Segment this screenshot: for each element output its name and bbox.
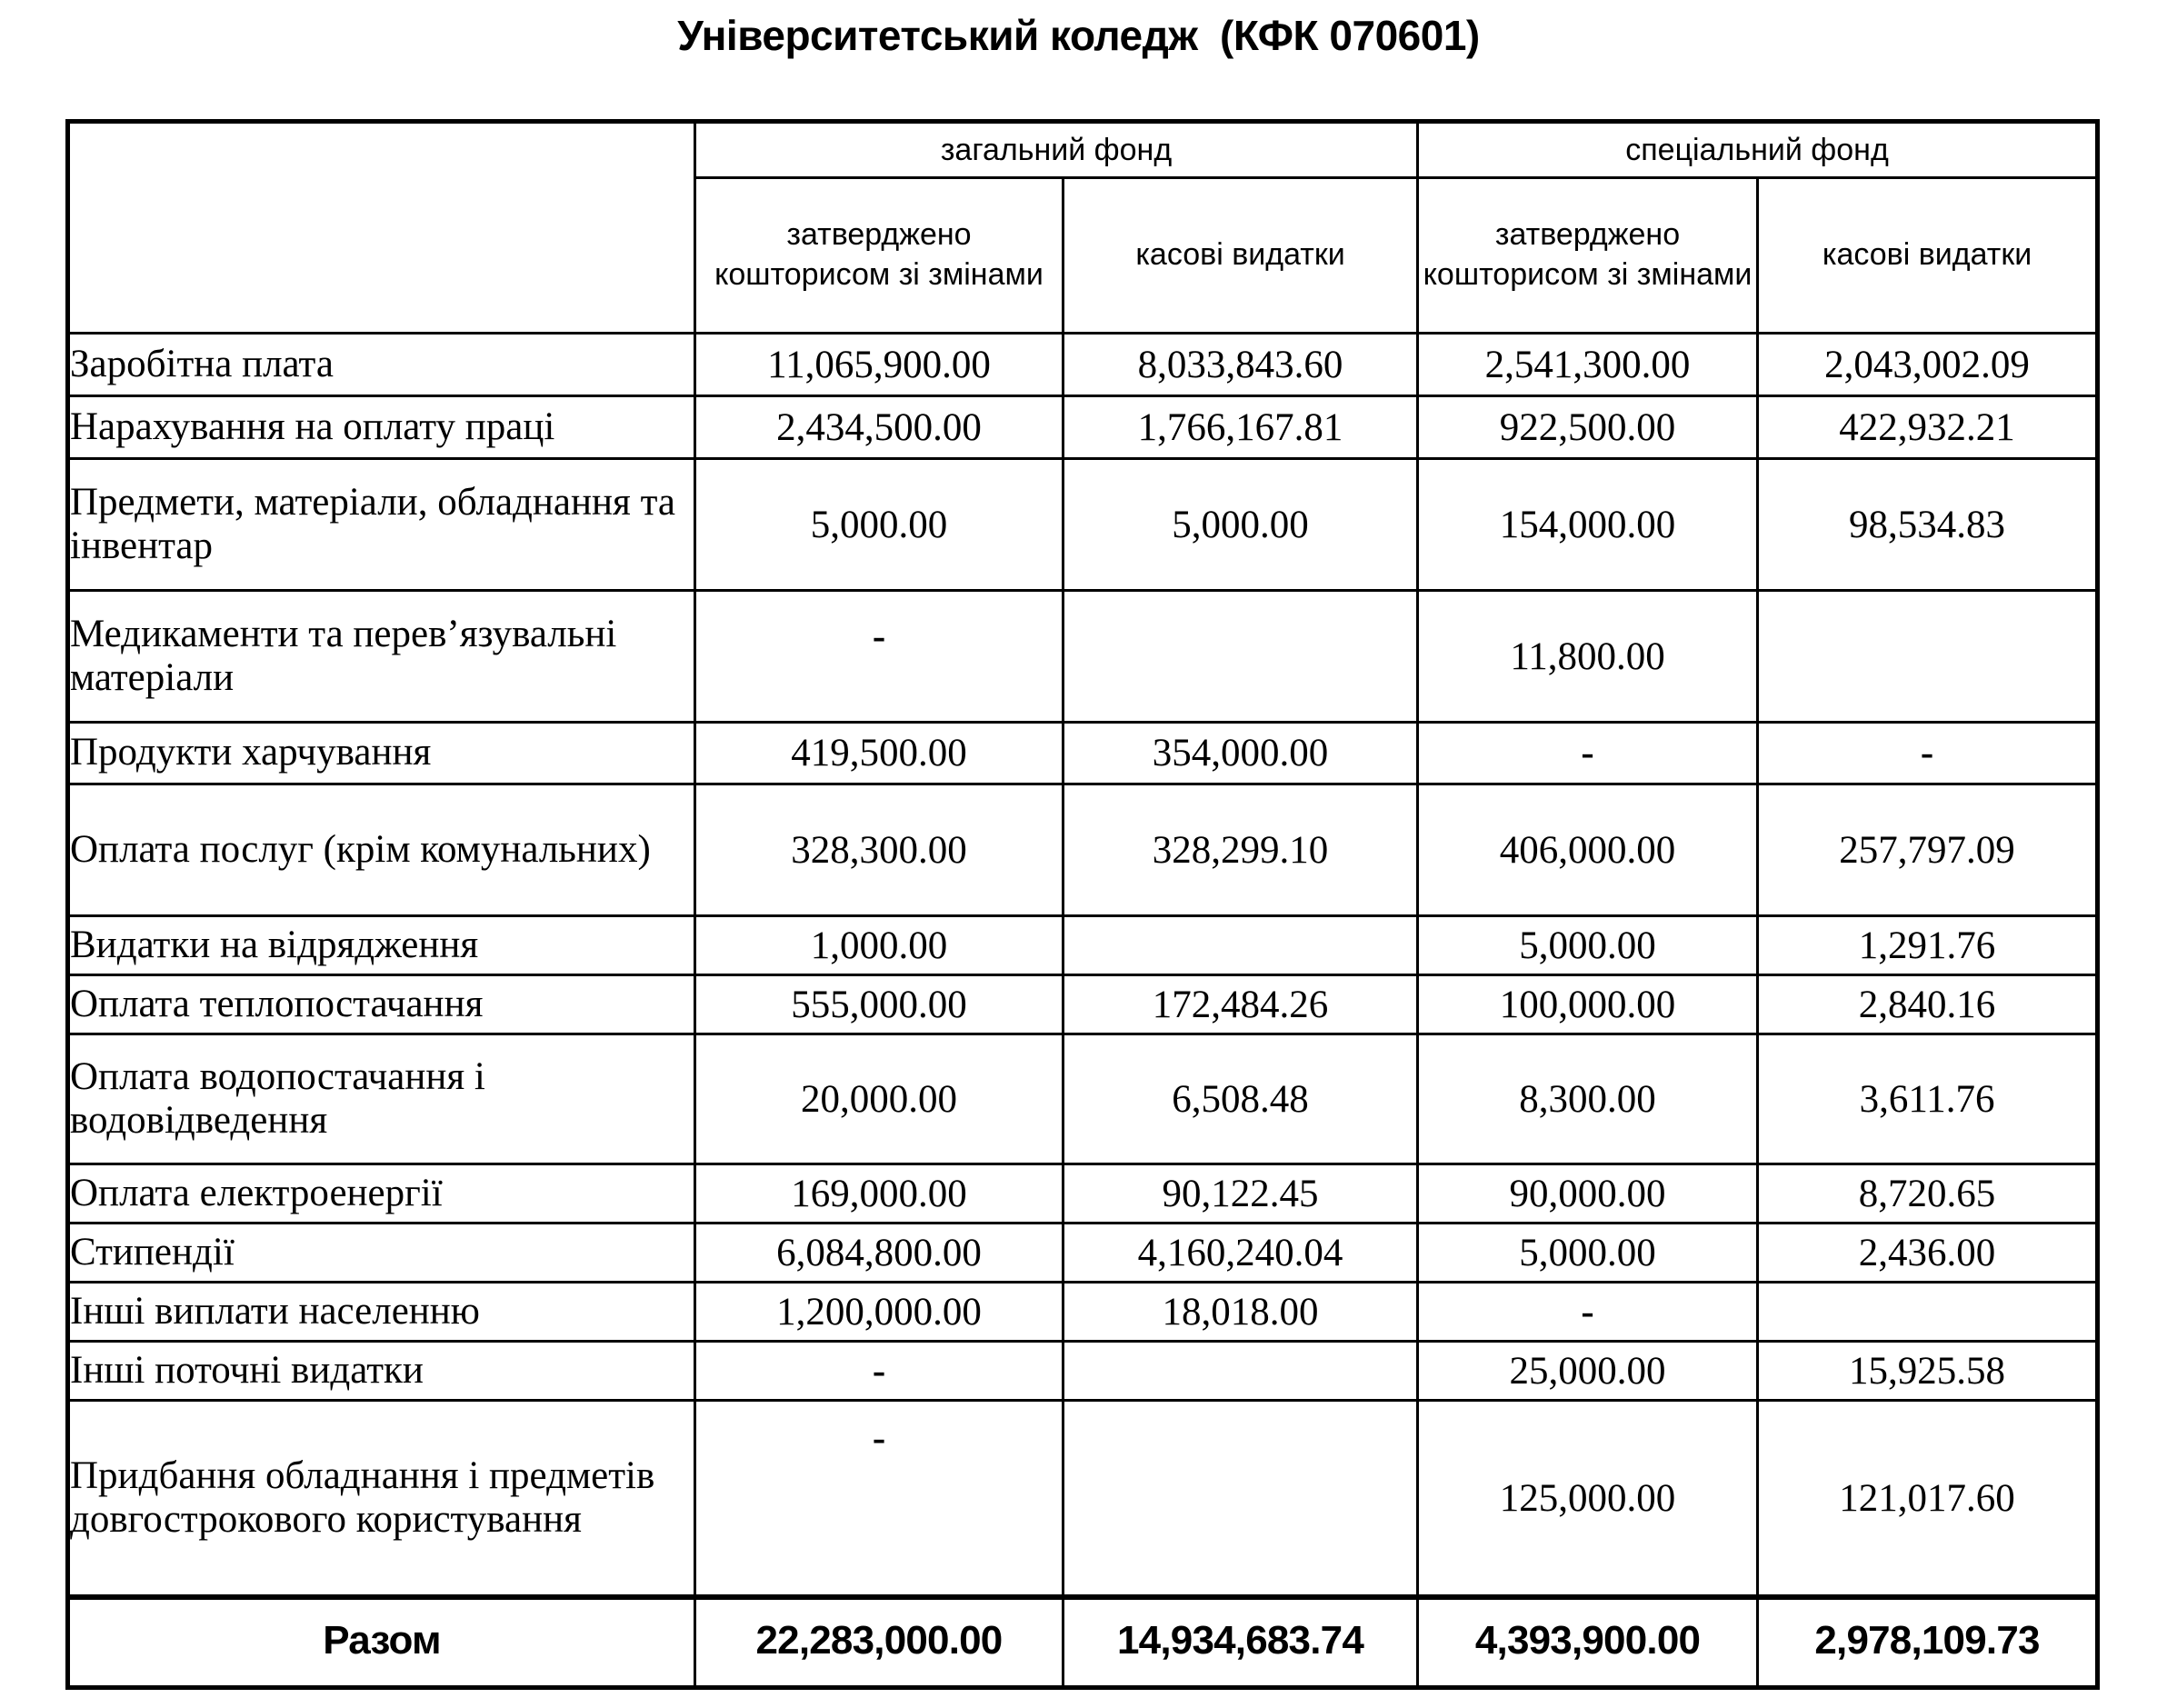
- cell-special-cash: 2,436.00: [1758, 1224, 2098, 1283]
- row-label: Інші виплати населенню: [68, 1283, 695, 1342]
- cell-special-approved: 11,800.00: [1418, 591, 1758, 723]
- cell-general-approved: -: [695, 571, 1064, 703]
- row-label: Медикаменти та перев’язувальні матеріали: [68, 591, 695, 723]
- cell-general-cash: 6,508.48: [1064, 1034, 1418, 1164]
- cell-general-cash: 354,000.00: [1064, 723, 1418, 784]
- table-row: [68, 1283, 2098, 1342]
- budget-table: [65, 119, 2100, 1690]
- table-row: [68, 459, 2098, 591]
- row-label: Нарахування на оплату праці: [68, 396, 695, 459]
- row-label: Стипендії: [68, 1224, 695, 1283]
- cell-general-cash: 4,160,240.04: [1064, 1224, 1418, 1283]
- row-label: Видатки на відрядження: [68, 916, 695, 975]
- header-corner-cell: [68, 122, 695, 334]
- cell-general-cash: [1064, 1342, 1418, 1401]
- cell-general-cash: 328,299.10: [1064, 784, 1418, 916]
- cell-special-cash: 8,720.65: [1758, 1164, 2098, 1224]
- row-label: Оплата послуг (крім комунальних): [68, 784, 695, 916]
- row-label: Оплата теплопостачання: [68, 975, 695, 1034]
- table-row: [68, 1034, 2098, 1164]
- cell-special-cash: 3,611.76: [1758, 1034, 2098, 1164]
- row-label: Заробітна плата: [68, 334, 695, 396]
- table-body: [68, 334, 2098, 1688]
- cell-special-approved: 90,000.00: [1418, 1164, 1758, 1224]
- total-general-approved: 22,283,000.00: [695, 1597, 1064, 1688]
- row-label: Оплата електроенергії: [68, 1164, 695, 1224]
- cell-general-approved: 1,200,000.00: [695, 1283, 1064, 1342]
- cell-general-approved: 1,000.00: [695, 916, 1064, 975]
- cell-special-approved: 154,000.00: [1418, 459, 1758, 591]
- cell-general-approved: 11,065,900.00: [695, 334, 1064, 396]
- cell-special-cash: 2,840.16: [1758, 975, 2098, 1034]
- table-row: [68, 1224, 2098, 1283]
- header-group-special-fund: спеціальний фонд: [1418, 122, 2098, 178]
- header-general-approved: затверджено кошторисом зі змінами: [695, 178, 1064, 334]
- cell-general-cash: [1064, 1401, 1418, 1598]
- cell-special-approved: 5,000.00: [1418, 1224, 1758, 1283]
- cell-general-approved: 555,000.00: [695, 975, 1064, 1034]
- cell-special-approved: 8,300.00: [1418, 1034, 1758, 1164]
- cell-general-cash: 5,000.00: [1064, 459, 1418, 591]
- header-row-groups: [68, 122, 2098, 178]
- table-row: [68, 591, 2098, 723]
- cell-special-approved: 100,000.00: [1418, 975, 1758, 1034]
- cell-special-cash: [1758, 591, 2098, 723]
- cell-special-cash: 15,925.58: [1758, 1342, 2098, 1401]
- cell-special-cash: -: [1758, 723, 2098, 784]
- header-general-cash: касові видатки: [1064, 178, 1418, 334]
- cell-special-cash: 257,797.09: [1758, 784, 2098, 916]
- cell-special-cash: 422,932.21: [1758, 396, 2098, 459]
- cell-special-approved: -: [1418, 723, 1758, 784]
- row-label: Інші поточні видатки: [68, 1342, 695, 1401]
- cell-general-cash: [1064, 916, 1418, 975]
- cell-general-cash: 18,018.00: [1064, 1283, 1418, 1342]
- cell-special-cash: 2,043,002.09: [1758, 334, 2098, 396]
- row-label: Предмети, матеріали, обладнання та інвентар: [68, 459, 695, 591]
- cell-general-approved: -: [695, 1401, 1064, 1598]
- table-row: [68, 396, 2098, 459]
- cell-general-cash: 90,122.45: [1064, 1164, 1418, 1224]
- cell-general-cash: 1,766,167.81: [1064, 396, 1418, 459]
- cell-special-approved: -: [1418, 1283, 1758, 1342]
- table-row: [68, 1401, 2098, 1598]
- table-header: [68, 122, 2098, 334]
- cell-special-approved: 5,000.00: [1418, 916, 1758, 975]
- cell-special-cash: 98,534.83: [1758, 459, 2098, 591]
- total-label: Разом: [68, 1597, 695, 1688]
- cell-special-approved: 922,500.00: [1418, 396, 1758, 459]
- cell-general-approved: -: [695, 1342, 1064, 1401]
- table-row: [68, 723, 2098, 784]
- cell-special-cash: 1,291.76: [1758, 916, 2098, 975]
- row-label: Оплата водопостачання і водовідведення: [68, 1034, 695, 1164]
- cell-general-approved: 20,000.00: [695, 1034, 1064, 1164]
- page-title: Університетський коледж (КФК 070601): [677, 12, 1480, 59]
- cell-special-approved: 406,000.00: [1418, 784, 1758, 916]
- header-group-general-fund: загальний фонд: [695, 122, 1418, 178]
- table-total-row: [68, 1597, 2098, 1688]
- total-general-cash: 14,934,683.74: [1064, 1597, 1418, 1688]
- row-label: Продукти харчування: [68, 723, 695, 784]
- cell-general-approved: 5,000.00: [695, 459, 1064, 591]
- cell-special-cash: 121,017.60: [1758, 1401, 2098, 1598]
- total-special-approved: 4,393,900.00: [1418, 1597, 1758, 1688]
- header-special-approved: затверджено кошторисом зі змінами: [1418, 178, 1758, 334]
- table-row: [68, 916, 2098, 975]
- table-row: [68, 1164, 2098, 1224]
- cell-general-approved: 328,300.00: [695, 784, 1064, 916]
- cell-special-approved: 25,000.00: [1418, 1342, 1758, 1401]
- cell-special-approved: 125,000.00: [1418, 1401, 1758, 1598]
- table-row: [68, 975, 2098, 1034]
- cell-special-approved: 2,541,300.00: [1418, 334, 1758, 396]
- cell-general-cash: [1064, 591, 1418, 723]
- row-label: Придбання обладнання і предметів довгострокового користування: [68, 1401, 695, 1598]
- total-special-cash: 2,978,109.73: [1758, 1597, 2098, 1688]
- cell-general-approved: 169,000.00: [695, 1164, 1064, 1224]
- table-row: [68, 334, 2098, 396]
- budget-table-container: [65, 119, 2095, 1690]
- cell-general-approved: 419,500.00: [695, 723, 1064, 784]
- cell-general-cash: 8,033,843.60: [1064, 334, 1418, 396]
- cell-special-cash: [1758, 1283, 2098, 1342]
- header-special-cash: касові видатки: [1758, 178, 2098, 334]
- table-row: [68, 1342, 2098, 1401]
- table-row: [68, 784, 2098, 916]
- cell-general-approved: 2,434,500.00: [695, 396, 1064, 459]
- cell-general-approved: 6,084,800.00: [695, 1224, 1064, 1283]
- cell-general-cash: 172,484.26: [1064, 975, 1418, 1034]
